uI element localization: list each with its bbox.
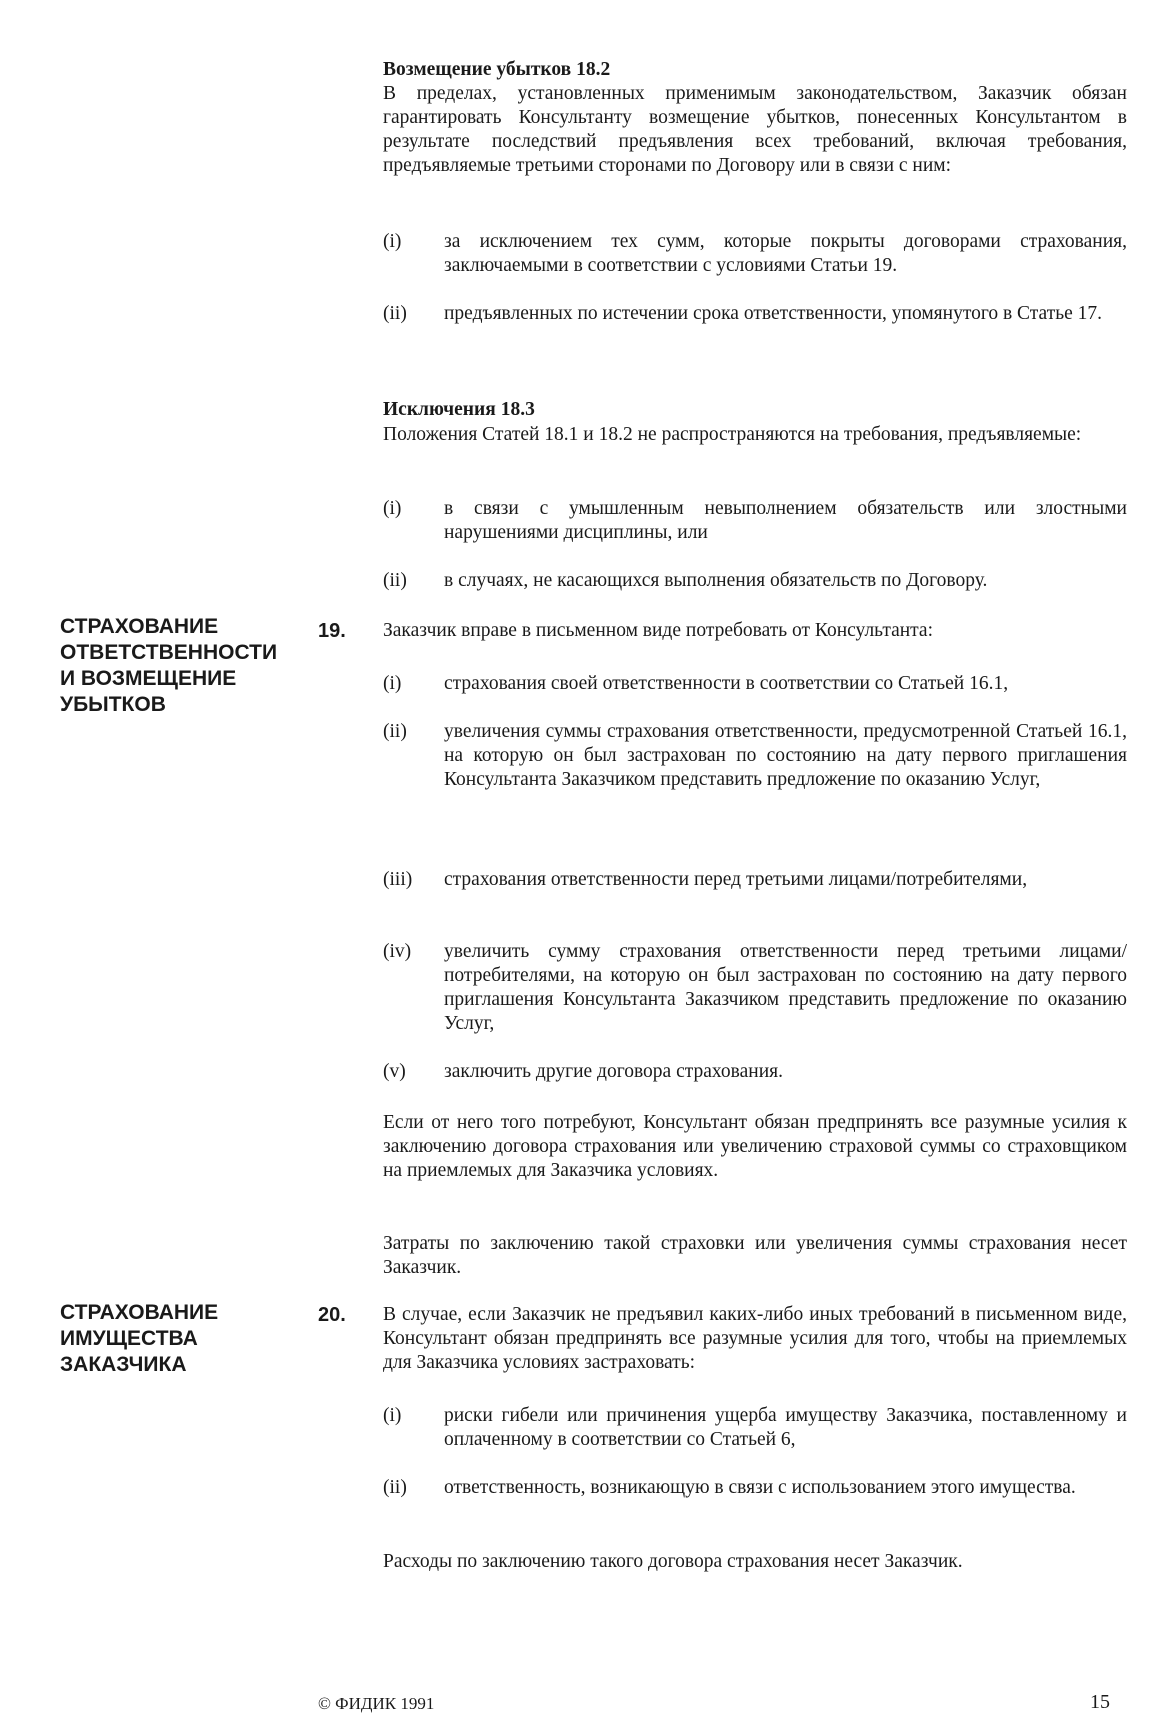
item-number: (iii) bbox=[383, 869, 413, 890]
section-20-title-line: ИМУЩЕСТВА bbox=[60, 1327, 198, 1350]
item-number: (iv) bbox=[383, 941, 412, 962]
item-text: предъявленных по истечении срока ответственности, упомянутого в Статье 17. bbox=[444, 303, 1103, 324]
item-text: риски гибели или причинения ущерба имуществу Заказчика, поставленному и оплаченному в соответствии со Статьей 6, bbox=[444, 1405, 1127, 1450]
section-19-title-line: И ВОЗМЕЩЕНИЕ bbox=[60, 667, 237, 690]
heading-18-3: Исключения 18.3 bbox=[383, 399, 535, 420]
item-text: в связи с умышленным невыполнением обязательств или злостными нарушениями дисциплины, или bbox=[444, 498, 1127, 543]
paragraph-20-intro: В случае, если Заказчик не предъявил каких-либо иных требований в письменном виде, Консультант обязан предпринять все разумные усилия для того, чтобы на приемлемых для Заказчика условиях застраховать: bbox=[383, 1304, 1127, 1373]
footer-copyright: © ФИДИК 1991 bbox=[318, 1694, 435, 1713]
item-number: (i) bbox=[383, 1405, 402, 1426]
item-text: страхования своей ответственности в соответствии со Статьей 16.1, bbox=[444, 673, 1009, 694]
page-number: 15 bbox=[1090, 1691, 1110, 1713]
section-19-title-line: СТРАХОВАНИЕ bbox=[60, 615, 219, 638]
item-text: увеличения суммы страхования ответственности, предусмотренной Статьей 16.1, на которую он был застрахован по состоянию на дату первого приглашения Консультанта Заказчиком представить предложение по оказанию Услуг, bbox=[444, 721, 1127, 790]
item-number: (v) bbox=[383, 1061, 406, 1082]
paragraph-18-2-intro: В пределах, установленных применимым законодательством, Заказчик обязан гарантировать Консультанту возмещение убытков, понесенных Консультантом в результате последствий предъявления всех требований, включая требования, предъявляемые третьими сторонами по Договору или в связи с ним: bbox=[383, 83, 1127, 176]
item-number: (ii) bbox=[383, 570, 407, 591]
item-text: за исключением тех сумм, которые покрыты договорами страхования, заключаемыми в соответствии с условиями Статьи 19. bbox=[444, 231, 1127, 276]
section-19-number: 19. bbox=[318, 620, 346, 642]
section-20-number: 20. bbox=[318, 1304, 346, 1326]
item-number: (i) bbox=[383, 498, 402, 519]
item-text: заключить другие договора страхования. bbox=[444, 1061, 783, 1082]
paragraph-19-effort: Если от него того потребуют, Консультант обязан предпринять все разумные усилия к заключению договора страхования или увеличению страховой суммы со страховщиком на приемлемых для Заказчика условиях. bbox=[383, 1112, 1127, 1181]
section-19-title-line: УБЫТКОВ bbox=[60, 693, 166, 716]
item-number: (ii) bbox=[383, 1477, 407, 1498]
section-20-title-line: СТРАХОВАНИЕ bbox=[60, 1301, 219, 1324]
item-number: (i) bbox=[383, 673, 402, 694]
section-19-title bbox=[60, 614, 300, 718]
section-20-title-line: ЗАКАЗЧИКА bbox=[60, 1353, 187, 1376]
section-19-title-line: ОТВЕТСТВЕННОСТИ bbox=[60, 641, 278, 664]
item-text: ответственность, возникающую в связи с использованием этого имущества. bbox=[444, 1477, 1076, 1498]
item-text: в случаях, не касающихся выполнения обязательств по Договору. bbox=[444, 570, 988, 591]
heading-18-2: Возмещение убытков 18.2 bbox=[383, 59, 611, 80]
item-text: увеличить сумму страхования ответственности перед третьими лицами/потребителями, на которую он был застрахован по состоянию на дату первого приглашения Консультанта Заказчиком представить предложение по оказанию Услуг, bbox=[444, 941, 1127, 1034]
item-number: (i) bbox=[383, 231, 402, 252]
paragraph-18-3-intro: Положения Статей 18.1 и 18.2 не распространяются на требования, предъявляемые: bbox=[383, 424, 1082, 445]
item-text: страхования ответственности перед третьими лицами/потребителями, bbox=[444, 869, 1028, 890]
item-number: (ii) bbox=[383, 721, 407, 742]
section-20-title bbox=[60, 1300, 300, 1378]
paragraph-19-costs: Затраты по заключению такой страховки или увеличения суммы страхования несет Заказчик. bbox=[383, 1233, 1127, 1278]
item-number: (ii) bbox=[383, 303, 407, 324]
paragraph-20-closing: Расходы по заключению такого договора страхования несет Заказчик. bbox=[383, 1551, 963, 1572]
paragraph-19-intro: Заказчик вправе в письменном виде потребовать от Консультанта: bbox=[383, 620, 934, 641]
